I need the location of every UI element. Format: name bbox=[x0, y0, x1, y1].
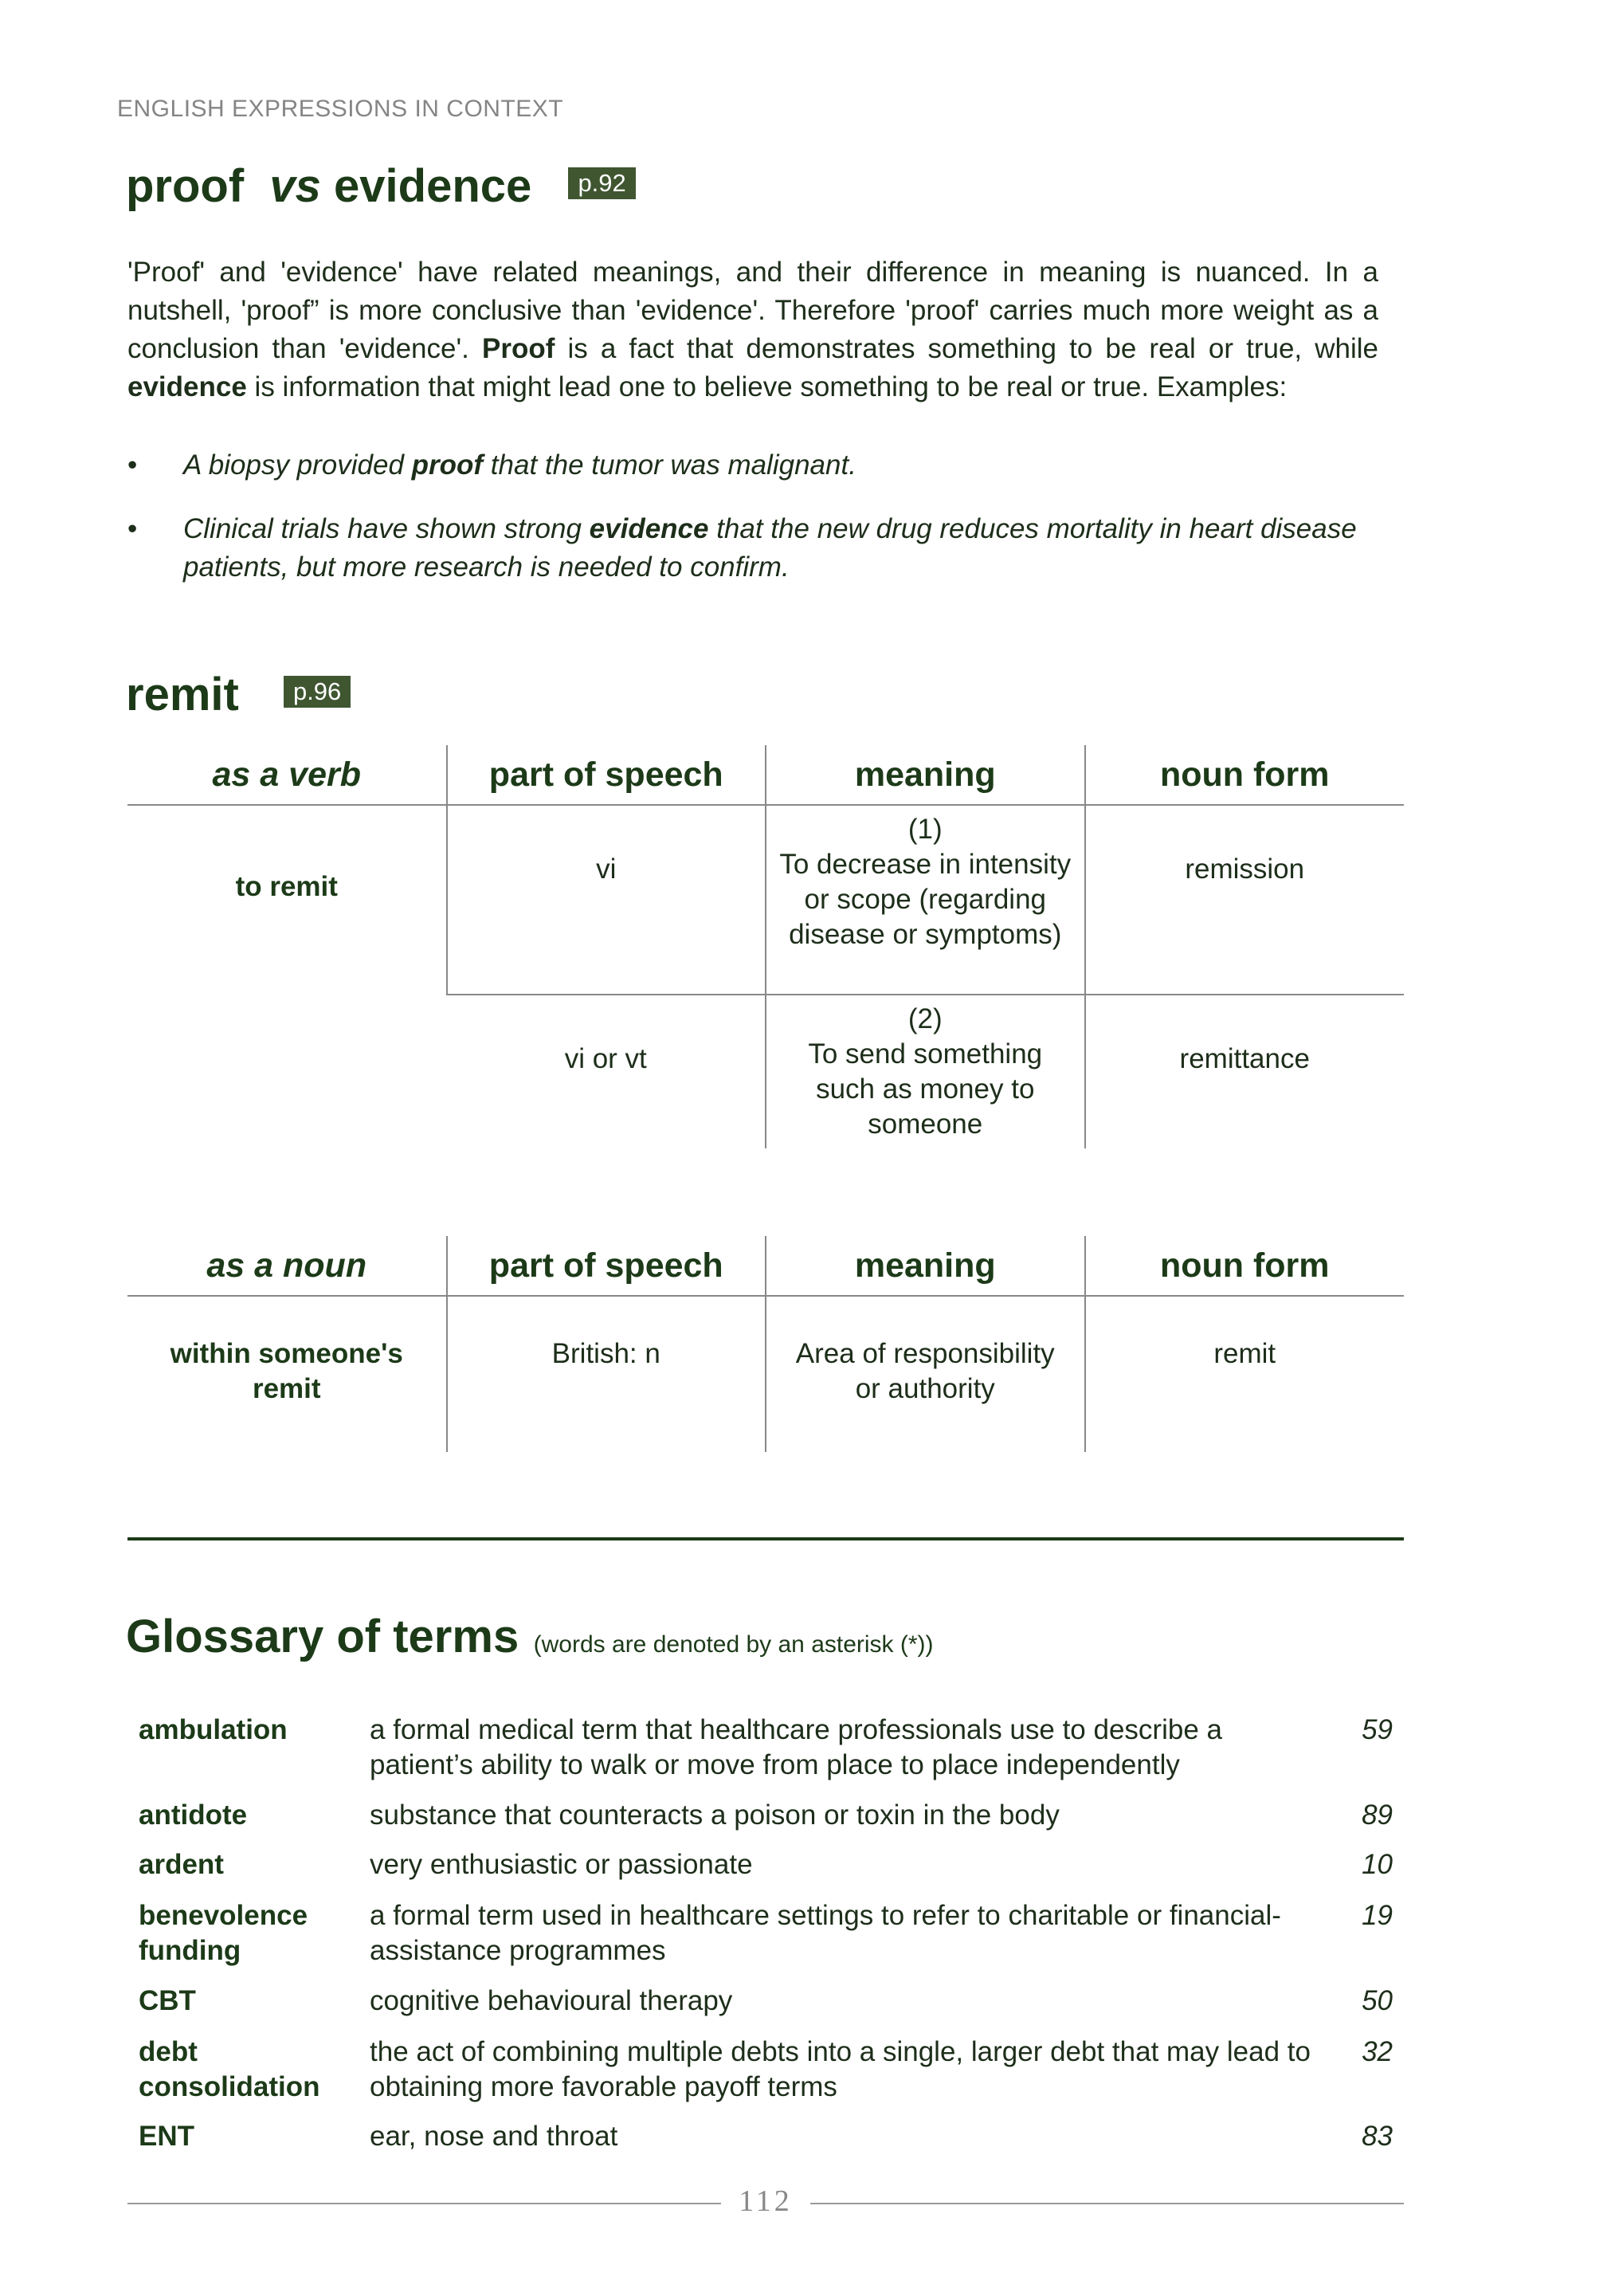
glossary-page: 83 bbox=[1362, 2121, 1393, 2152]
column-header: part of speech bbox=[447, 745, 766, 805]
list-item bbox=[127, 446, 1378, 485]
para-text: is information that might lead one to believe something to be real or true. Examples: bbox=[246, 371, 1288, 402]
section-title-proof-vs-evidence bbox=[126, 159, 636, 213]
running-header: ENGLISH EXPRESSIONS IN CONTEXT bbox=[117, 96, 564, 122]
para-text: 'Proof' and 'evidence' have related meanings, and their difference in meaning is nuanced. In a nutshell, 'proof” is more conclusive than 'evidence'. Therefore 'proof' carries much more weight as a conclusion than 'evidence'. bbox=[127, 257, 1378, 364]
section-divider bbox=[127, 1537, 1404, 1540]
bullet-icon: • bbox=[127, 449, 138, 481]
column-header: noun form bbox=[1085, 745, 1405, 805]
glossary-definition: cognitive behavioural therapy bbox=[370, 1985, 733, 2016]
noun-cell: remittance bbox=[1085, 995, 1405, 1148]
table-header-row bbox=[127, 745, 1404, 805]
term-cell: to remit bbox=[235, 871, 338, 902]
pos-cell: British: n bbox=[447, 1296, 766, 1452]
noun-table bbox=[127, 1236, 1404, 1452]
table-row bbox=[127, 805, 1404, 995]
meaning-cell bbox=[766, 805, 1085, 995]
title-word: evidence bbox=[334, 160, 532, 212]
section-title-remit bbox=[126, 668, 351, 721]
text: Clinical trials have shown strong bbox=[183, 513, 590, 544]
table-row bbox=[127, 1296, 1404, 1452]
column-header: part of speech bbox=[447, 1236, 766, 1296]
glossary-title: Glossary of terms bbox=[126, 1611, 519, 1662]
para-text: is a fact that demonstrates something to be real or true, while bbox=[555, 333, 1378, 364]
meaning-text: To decrease in intensity or scope (regarding disease or symptoms) bbox=[779, 849, 1072, 950]
page-number: 112 bbox=[721, 2184, 810, 2219]
text: that the tumor was malignant. bbox=[483, 449, 856, 481]
list-item bbox=[127, 510, 1378, 587]
glossary-page: 50 bbox=[1362, 1985, 1393, 2016]
bullet-icon: • bbox=[127, 513, 138, 544]
sense-number: (2) bbox=[907, 1003, 943, 1034]
text: A biopsy provided bbox=[183, 449, 412, 481]
glossary-definition: a formal medical term that healthcare professionals use to describe a patient’s ability to walk or move from place to place independently bbox=[370, 1714, 1222, 1780]
sense-number: (1) bbox=[907, 814, 943, 845]
bold-text: evidence bbox=[589, 513, 709, 544]
column-header: noun form bbox=[1085, 1236, 1405, 1296]
meaning-cell: Area of responsibility or authority bbox=[766, 1296, 1085, 1452]
glossary-page: 10 bbox=[1362, 1849, 1393, 1880]
noun-cell: remit bbox=[1085, 1296, 1405, 1452]
verb-table bbox=[127, 745, 1404, 1148]
glossary-page: 59 bbox=[1362, 1714, 1393, 1745]
meaning-text: To send something such as money to someone bbox=[808, 1038, 1043, 1140]
explanation-paragraph bbox=[127, 253, 1378, 406]
glossary-definition: very enthusiastic or passionate bbox=[370, 1849, 753, 1880]
glossary-definition: substance that counteracts a poison or toxin in the body bbox=[370, 1800, 1060, 1831]
glossary-term: debt consolidation bbox=[139, 2036, 320, 2102]
noun-cell: remission bbox=[1085, 805, 1405, 995]
meaning-cell bbox=[766, 995, 1085, 1148]
glossary-term: benevolence funding bbox=[139, 1900, 308, 1966]
column-header: meaning bbox=[766, 745, 1085, 805]
glossary-term: antidote bbox=[139, 1800, 248, 1831]
pos-cell: vi or vt bbox=[447, 995, 766, 1148]
pos-cell: vi bbox=[447, 805, 766, 995]
glossary-term: ENT bbox=[139, 2121, 194, 2152]
glossary-page: 32 bbox=[1362, 2036, 1393, 2067]
glossary-term: ambulation bbox=[139, 1714, 288, 1745]
column-header: as a verb bbox=[127, 745, 447, 805]
title-word: remit bbox=[126, 669, 239, 720]
glossary-page: 89 bbox=[1362, 1800, 1393, 1831]
glossary-page: 19 bbox=[1362, 1900, 1393, 1931]
example-list bbox=[127, 446, 1378, 612]
para-bold: Proof bbox=[481, 333, 555, 364]
glossary-definition: ear, nose and throat bbox=[370, 2121, 618, 2152]
glossary-definition: the act of combining multiple debts into a single, larger debt that may lead to obtaining more favorable payoff terms bbox=[370, 2036, 1311, 2102]
glossary-term: ardent bbox=[139, 1849, 224, 1880]
glossary-heading bbox=[126, 1610, 934, 1663]
column-header: meaning bbox=[766, 1236, 1085, 1296]
column-header: as a noun bbox=[127, 1236, 447, 1296]
page-ref-badge: p.96 bbox=[284, 676, 351, 708]
glossary-definition: a formal term used in healthcare settings to refer to charitable or financial-assistance programmes bbox=[370, 1900, 1281, 1966]
text: that the new drug reduces mortality in heart disease patients, but more research is needed to confirm. bbox=[183, 513, 1357, 583]
table-header-row bbox=[127, 1236, 1404, 1296]
title-word: proof bbox=[126, 160, 245, 212]
term-cell: within someone's remit bbox=[170, 1338, 403, 1404]
glossary-term: CBT bbox=[139, 1985, 196, 2016]
para-bold: evidence bbox=[127, 371, 247, 402]
page-ref-badge: p.92 bbox=[568, 167, 635, 199]
glossary-subtitle: (words are denoted by an asterisk (*)) bbox=[533, 1631, 934, 1658]
bold-text: proof bbox=[411, 449, 484, 481]
title-vs: vs bbox=[269, 160, 321, 212]
